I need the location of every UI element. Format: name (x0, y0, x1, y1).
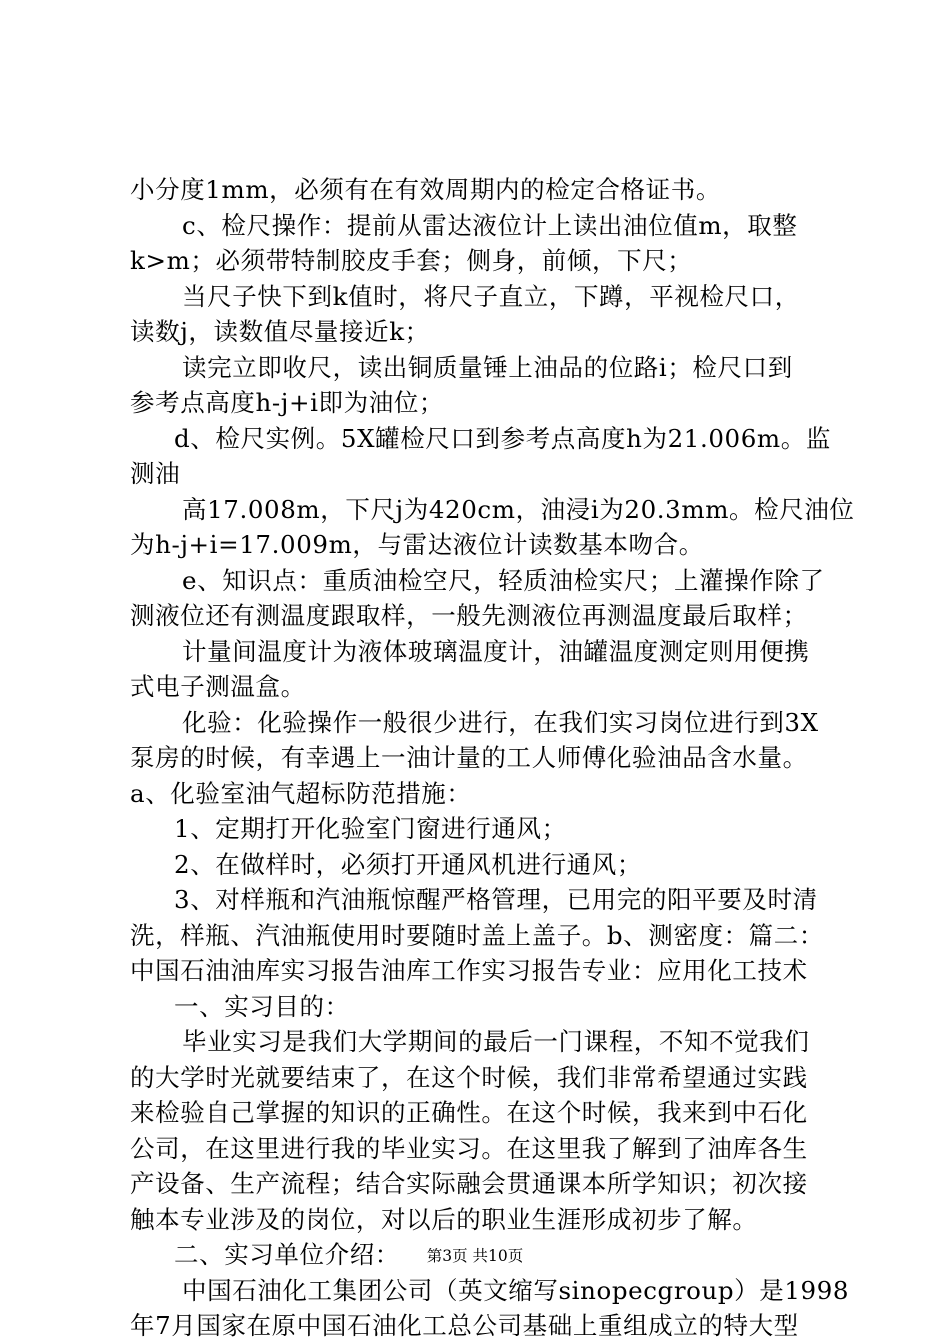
text-line: 读数j，读数值尽量接近k； (130, 317, 430, 346)
page-number: 第3页 共10页 (426, 1247, 524, 1265)
text-line: 中国石油化工集团公司（英文缩写sinopecgroup）是1998 (182, 1275, 850, 1305)
text-line: c、检尺操作：提前从雷达液位计上读出油位值m，取整 (182, 210, 798, 240)
text-line: 当尺子快下到k值时，将尺子直立，下蹲，平视检尺口， (182, 281, 800, 311)
text-line: 年7月国家在原中国石油化工总公司基础上重组成立的特大型 (130, 1311, 799, 1340)
text-line: 触本专业涉及的岗位，对以后的职业生涯形成初步了解。 (130, 1204, 758, 1234)
text-line: 读完立即收尺，读出铜质量锤上油品的位路i；检尺口到 (182, 352, 793, 382)
text-line: 泵房的时候，有幸遇上一油计量的工人师傅化验油品含水量。 (130, 743, 808, 772)
text-line: 为h-j+i=17.009m，与雷达液位计读数基本吻合。 (130, 530, 704, 559)
text-line: 产设备、生产流程；结合实际融会贯通课本所学知识；初次接 (130, 1169, 808, 1198)
text-line: k>m；必须带特制胶皮手套；侧身，前倾，下尺； (130, 246, 693, 275)
text-line: 洗，样瓶、汽油瓶使用时要随时盖上盖子。b、测密度：篇二： (130, 920, 824, 950)
text-line: 中国石油油库实习报告油库工作实习报告专业：应用化工技术 (130, 956, 808, 985)
document-body (130, 172, 855, 1344)
text-line: 测液位还有测温度跟取样，一般先测液位再测温度最后取样； (130, 601, 808, 630)
text-line: 的大学时光就要结束了，在这个时候，我们非常希望通过实践 (130, 1062, 808, 1092)
text-line: 高17.008m，下尺j为420cm，油浸i为20.3mm。检尺油位 (182, 494, 855, 524)
text-line: 3、对样瓶和汽油瓶惊醒严格管理，已用完的阳平要及时清 (174, 885, 818, 914)
text-line: 式电子测温盒。 (130, 672, 306, 701)
text-line: 测油 (130, 459, 181, 488)
text-line: 计量间温度计为液体玻璃温度计，油罐温度测定则用便携 (182, 636, 810, 666)
text-line: 公司，在这里进行我的毕业实习。在这里我了解到了油库各生 (130, 1133, 808, 1163)
text-line: 小分度1mm，必须有在有效周期内的检定合格证书。 (130, 175, 721, 204)
text-line: 毕业实习是我们大学期间的最后一门课程，不知不觉我们 (182, 1027, 810, 1056)
section-heading: 二、实习单位介绍： (174, 1240, 400, 1269)
text-line: 1、定期打开化验室门窗进行通风； (174, 814, 567, 843)
text-line: d、检尺实例。5X罐检尺口到参考点高度h为21.006m。监 (174, 423, 831, 453)
text-line: 来检验自己掌握的知识的正确性。在这个时候，我来到中石化 (130, 1098, 808, 1127)
text-line: e、知识点：重质油检空尺，轻质油检实尺；上灌操作除了 (182, 565, 825, 595)
text-line: 化验：化验操作一般很少进行，在我们实习岗位进行到3X (182, 707, 819, 737)
section-heading: 一、实习目的： (174, 991, 350, 1021)
text-line: 2、在做样时，必须打开通风机进行通风； (174, 849, 642, 879)
text-line: 参考点高度h-j+i即为油位； (130, 388, 445, 417)
text-line: a、化验室油气超标防范措施： (130, 778, 472, 808)
